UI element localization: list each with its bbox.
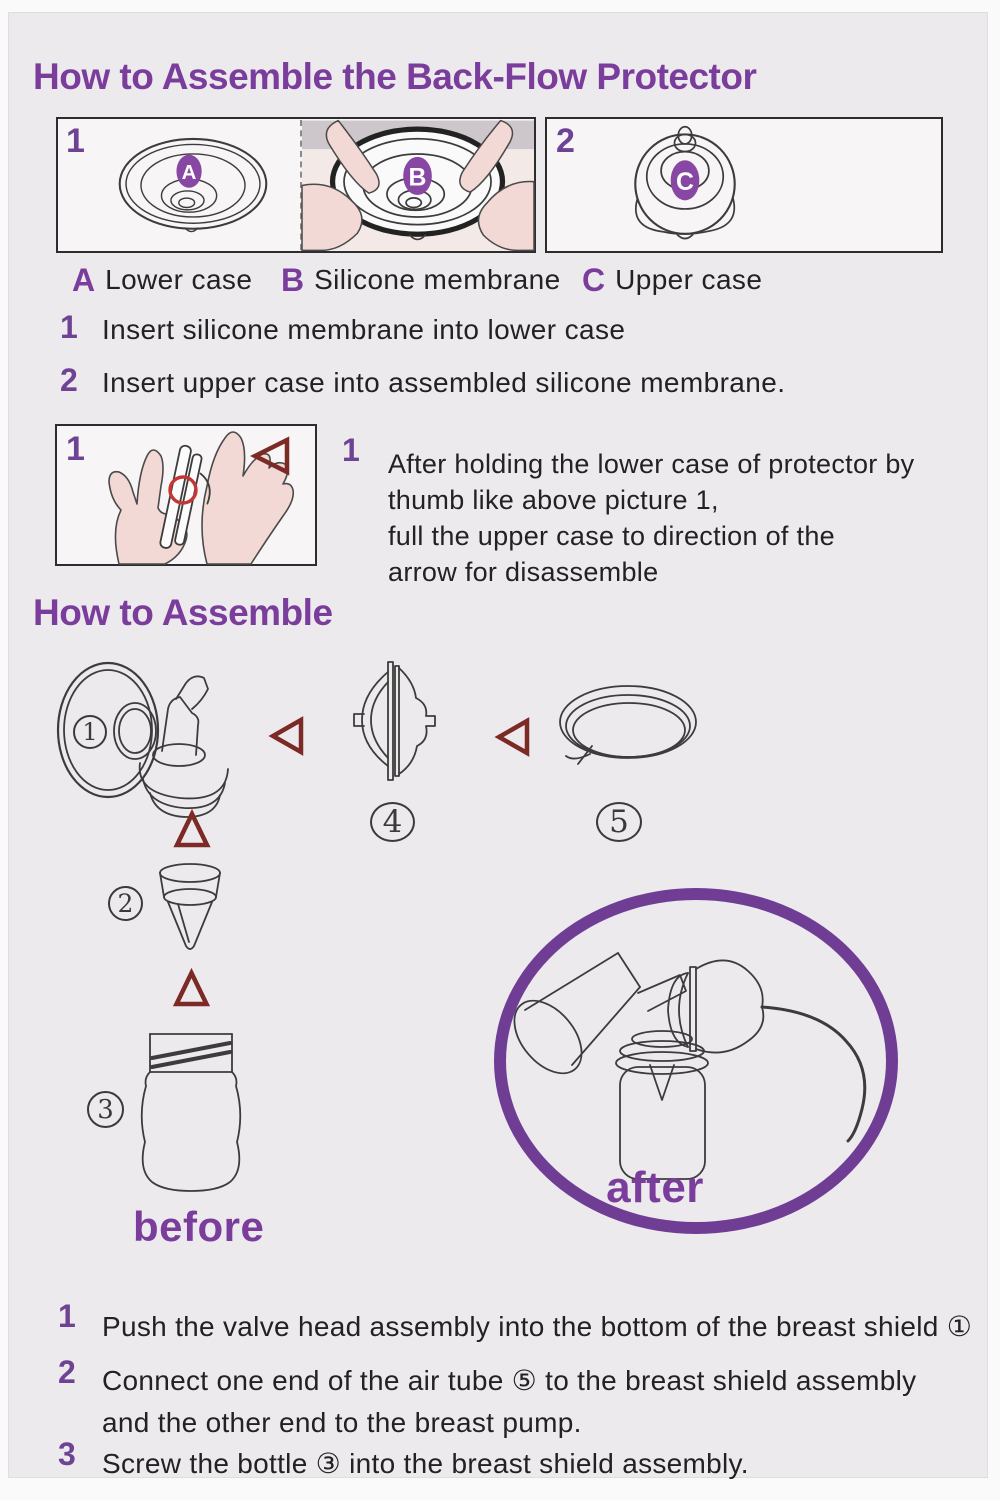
part-circle-4: 4 [370, 802, 415, 842]
top-step-2-text: Insert upper case into assembled silicone membrane. [102, 367, 786, 398]
caption-text-a: Lower case [105, 264, 253, 295]
bottom-step-3-text: Screw the bottle ③ into the breast shield assembly. [102, 1448, 749, 1479]
label-b-text: B [408, 164, 427, 192]
part-circle-3: 3 [87, 1091, 124, 1128]
part-circle-1: 1 [73, 715, 107, 749]
before-label: before [133, 1203, 265, 1250]
disassembly-line-2: thumb like above picture 1, [388, 485, 719, 515]
caption-lower-case [72, 262, 252, 299]
page-title: How to Assemble the Back-Flow Protector [33, 56, 757, 97]
caption-text-b: Silicone membrane [314, 264, 561, 295]
lower-case-illustration [100, 124, 286, 250]
part-circle-2: 2 [108, 886, 143, 921]
backflow-protector-illustration [350, 660, 435, 782]
label-c-text: C [676, 168, 694, 196]
disassembly-box-number: 1 [66, 430, 85, 468]
upper-case-illustration [585, 121, 785, 251]
caption-text-c: Upper case [615, 264, 763, 295]
bottom-step-2-text-line-1: Connect one end of the air tube ⑤ to the breast shield assembly [102, 1365, 917, 1396]
label-a-text: A [181, 161, 197, 185]
disassembly-line-3: full the upper case to direction of the [388, 521, 835, 551]
arrow-triangle-up-icon [173, 809, 211, 851]
top-step-1-text: Insert silicone membrane into lower case [102, 314, 626, 345]
disassembly-line-4: arrow for disassemble [388, 557, 659, 587]
photo-box-2-number: 2 [556, 122, 575, 160]
assembled-pump-illustration [520, 915, 870, 1205]
bottom-step-3-number: 3 [58, 1436, 76, 1472]
section-title-how-to-assemble: How to Assemble [33, 592, 333, 633]
caption-letter-b: B [281, 262, 305, 298]
after-label: after [606, 1163, 704, 1212]
bottle-illustration [140, 1030, 242, 1192]
disassembly-text [388, 446, 914, 590]
disassembly-hand-illustration [57, 426, 315, 564]
photo-box-1-number: 1 [66, 122, 85, 160]
bottom-step-2-number: 2 [58, 1354, 76, 1390]
arrow-triangle-up-icon [172, 968, 211, 1010]
top-step-2-number: 2 [60, 362, 78, 398]
arrow-triangle-left-icon [268, 716, 306, 756]
caption-letter-a: A [72, 262, 96, 298]
arrow-triangle-left-icon [494, 717, 532, 757]
right-hand [202, 432, 293, 564]
caption-silicone-membrane [281, 262, 561, 299]
caption-upper-case [582, 262, 762, 299]
caption-letter-c: C [582, 262, 606, 298]
bottom-step-1-number: 1 [58, 1298, 76, 1334]
disassembly-step-number: 1 [342, 432, 360, 468]
valve-head-illustration [156, 862, 224, 952]
part-circle-5: 5 [596, 802, 642, 842]
air-tube-illustration [556, 680, 701, 775]
silicone-membrane-illustration [302, 120, 534, 251]
top-step-1-number: 1 [60, 309, 78, 345]
bottom-step-1-text: Push the valve head assembly into the bottom of the breast shield ① [102, 1311, 973, 1342]
bottom-step-2-text-line-2: and the other end to the breast pump. [102, 1407, 582, 1438]
disassembly-line-1: After holding the lower case of protector by [388, 449, 915, 479]
